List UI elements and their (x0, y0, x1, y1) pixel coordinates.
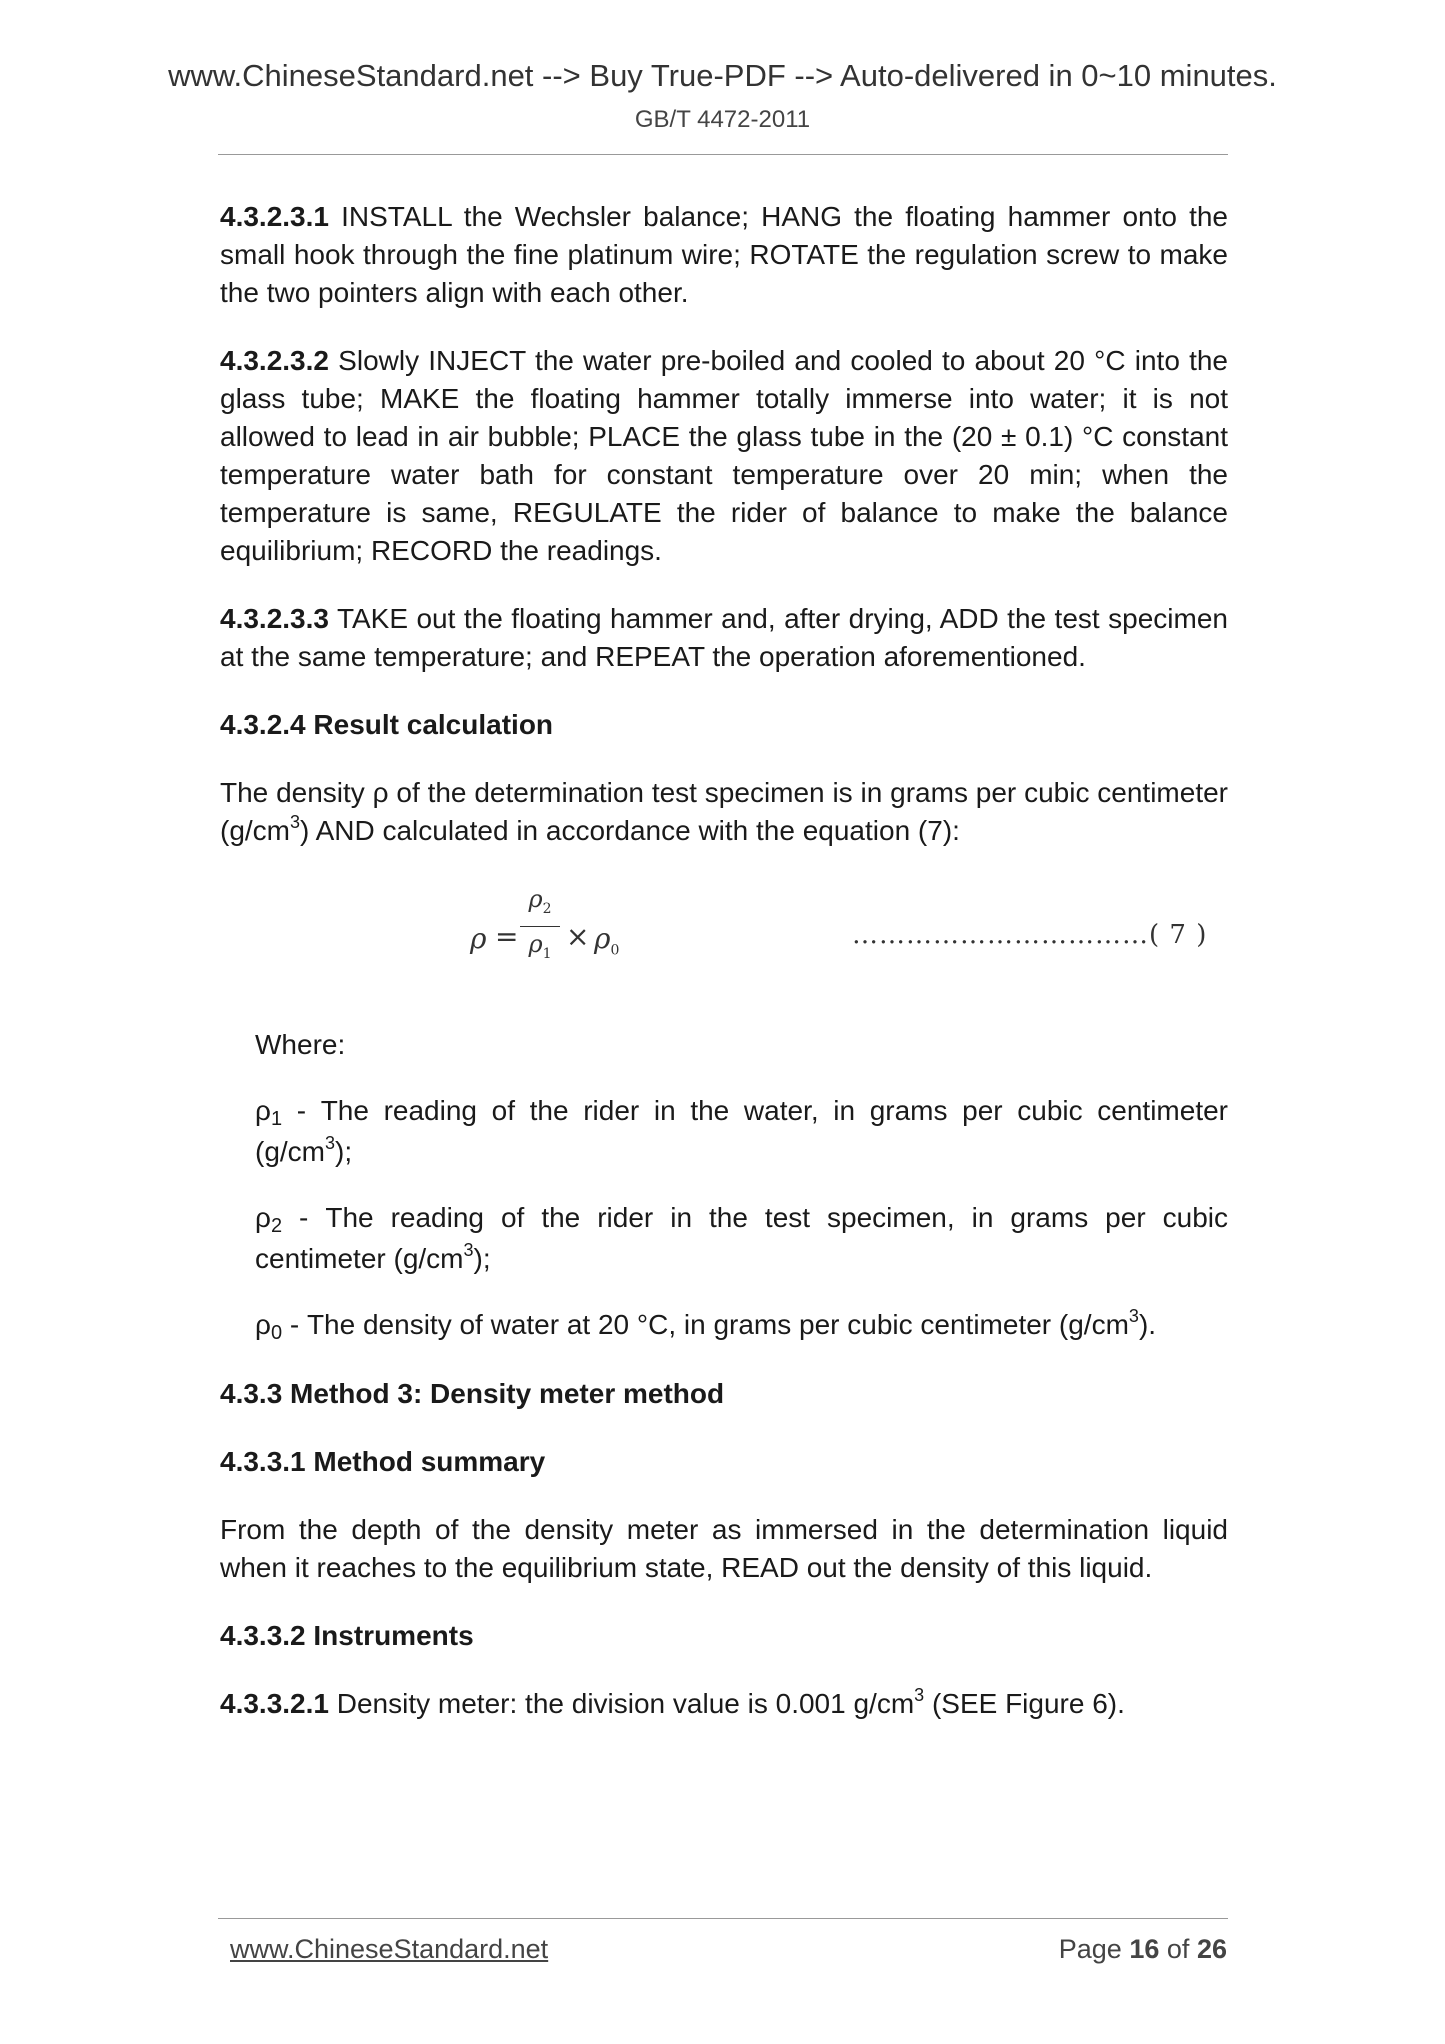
eq-number: ……………………………( 7 ) (852, 920, 1208, 950)
document-body (220, 198, 1228, 1723)
clause-number: 4.3.2.3.2 (220, 345, 329, 376)
clause-text: Slowly INJECT the water pre-boiled and cooled to about 20 °C into the glass tube; MAKE the floating hammer totally immerse into water; it is not allowed to lead in air bubble; PLACE the glass tube in the (20 ± 0.1) °C constant temperature water bath for constant temperature over 20 min; when the temperature is same, REGULATE the rider of balance to make the balance equilibrium; RECORD the readings. (220, 345, 1228, 566)
header-banner: www.ChineseStandard.net --> Buy True-PDF --> Auto-delivered in 0~10 minutes. (168, 58, 1277, 93)
clause-number: 4.3.2.3.1 (220, 201, 329, 232)
standard-number: GB/T 4472-2011 (634, 106, 811, 133)
eq-rho0: $\rho_0$ (594, 922, 620, 959)
footer-website-link[interactable]: www.ChineseStandard.net (230, 1934, 549, 1964)
footer-divider (218, 1918, 1228, 1919)
heading-method-summary: 4.3.3.1 Method summary (220, 1446, 546, 1477)
eq-lhs: ρ (470, 922, 487, 955)
eq-equals: = (495, 920, 519, 953)
eq-fraction (520, 884, 560, 971)
definition-rho0: ρ0 - The density of water at 20 °C, in grams per cubic centimeter $(g/cm^3)$. (255, 1305, 1157, 1344)
summary-paragraph: From the depth of the density meter as immersed in the determination liquid when it reaches to the equilibrium state, READ out the density of this liquid. (220, 1514, 1228, 1583)
equation-7 (220, 880, 1228, 1000)
clause-text: INSTALL the Wechsler balance; HANG the floating hammer onto the small hook through the fine platinum wire; ROTATE the regulation screw to make the two pointers align with each other. (220, 201, 1229, 308)
clause-number: 4.3.2.3.3 (220, 603, 329, 634)
clause-4-3-2-3-2 (220, 342, 1228, 570)
clause-4-3-2-3-3 (220, 600, 1228, 676)
eq-numerator: $\rho_2$ (520, 884, 560, 927)
where-label: Where: (255, 1029, 346, 1060)
clause-text: TAKE out the floating hammer and, after drying, ADD the test specimen at the same temperature; and REPEAT the operation aforementioned. (220, 603, 1228, 672)
page-number: Page 16 of 26 (1058, 1934, 1227, 1964)
definition-rho2: ρ2 - The reading of the rider in the test specimen, in grams per cubic centimeter $(g/cm^3)$; (255, 1202, 1228, 1274)
clause-4-3-3-2-1: 4.3.3.2.1 Density meter: the division value is 0.001 $g/cm^3$ (SEE Figure 6). (220, 1684, 1125, 1719)
heading-result-calculation: 4.3.2.4 Result calculation (220, 709, 554, 740)
definition-rho1: ρ1 - The reading of the rider in the water, in grams per cubic centimeter $(g/cm^3)$; (255, 1095, 1228, 1167)
heading-instruments: 4.3.3.2 Instruments (220, 1620, 474, 1651)
clause-4-3-2-3-1 (220, 198, 1228, 312)
eq-times: × (566, 920, 590, 953)
eq-denominator: $\rho_1$ (528, 929, 552, 962)
header-divider (218, 154, 1228, 155)
heading-method-3: 4.3.3 Method 3: Density meter method (220, 1378, 725, 1409)
density-paragraph: The density ρ of the determination test specimen is in grams per cubic centimeter $(g/cm^3)$ AND calculated in accordance with the equation (7): (220, 777, 1228, 846)
